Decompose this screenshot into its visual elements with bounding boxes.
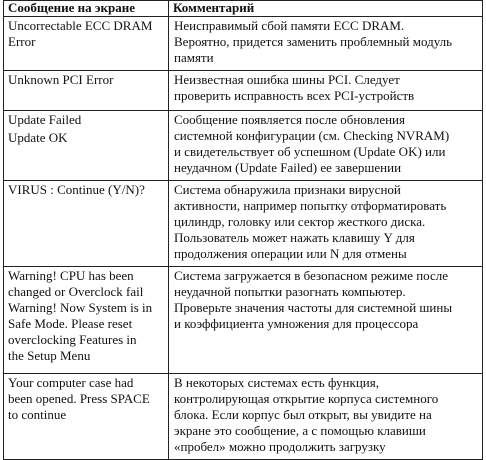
message-text: Your computer case had been opened. Press SPACE to continue [8, 375, 150, 422]
bios-messages-table [3, 0, 483, 460]
comment-cell [169, 111, 483, 181]
comment-cell [169, 374, 483, 460]
message-cell [4, 17, 169, 71]
comment-text: Неизвестная ошибка шины PCI. Следует проверить исправность всех PCI-устройств [174, 72, 415, 103]
comment-cell [169, 181, 483, 267]
comment-text: Сообщение появляется после обновления системной конфигурации (см. Checking NVRAM) и свидетельствует об успешном (Update OK) или неудачном (Update Failed) ее завершении [174, 112, 450, 175]
message-cell [4, 181, 169, 267]
comment-cell [169, 17, 483, 71]
comment-text: Система загружается в безопасном режиме после неудачной попытки разогнать компьютер. Проверьте значения частоты для системной шины и коэффициента умножения для процессора [174, 268, 453, 331]
comment-text: Система обнаружила признаки вирусной активности, например попытку отформатировать цилиндр, головку или сектор жесткого диска. Пользователь может нажать клавишу Y для продолжения операции или N для отмены [174, 182, 447, 261]
table-row [4, 181, 483, 267]
message-cell [4, 267, 169, 374]
comment-text: В некоторых системах есть функция, контролирующая открытие корпуса системного блока. Если корпус был открыт, вы увидите на экране это сообщение, а с помощью клавиши «пробел» можно продолжить загрузку [174, 375, 439, 454]
table-row [4, 17, 483, 71]
comment-cell [169, 71, 483, 111]
table-row [4, 111, 483, 181]
message-cell [4, 374, 169, 460]
header-comment: Комментарий [169, 1, 483, 17]
message-cell [4, 111, 169, 181]
message-text: VIRUS : Continue (Y/N)? [8, 182, 145, 197]
message-text-secondary: Update OK [8, 130, 68, 145]
table-row [4, 267, 483, 374]
message-text: Unknown PCI Error [8, 72, 114, 87]
comment-cell [169, 267, 483, 374]
table-header-row [4, 1, 483, 17]
message-cell [4, 71, 169, 111]
table-row [4, 71, 483, 111]
message-text: Update Failed [8, 112, 82, 127]
header-message: Сообщение на экране [4, 1, 169, 17]
comment-text: Неисправимый сбой памяти ECC DRAM. Вероятно, придется заменить проблемный модуль памяти [174, 18, 453, 65]
message-text: Warning! CPU has been changed or Overclock fail Warning! Now System is in Safe Mode. Please reset overclocking Features in the Setup Menu [8, 268, 153, 363]
message-text: Uncorrectable ECC DRAM Error [8, 18, 153, 49]
table-row [4, 374, 483, 460]
